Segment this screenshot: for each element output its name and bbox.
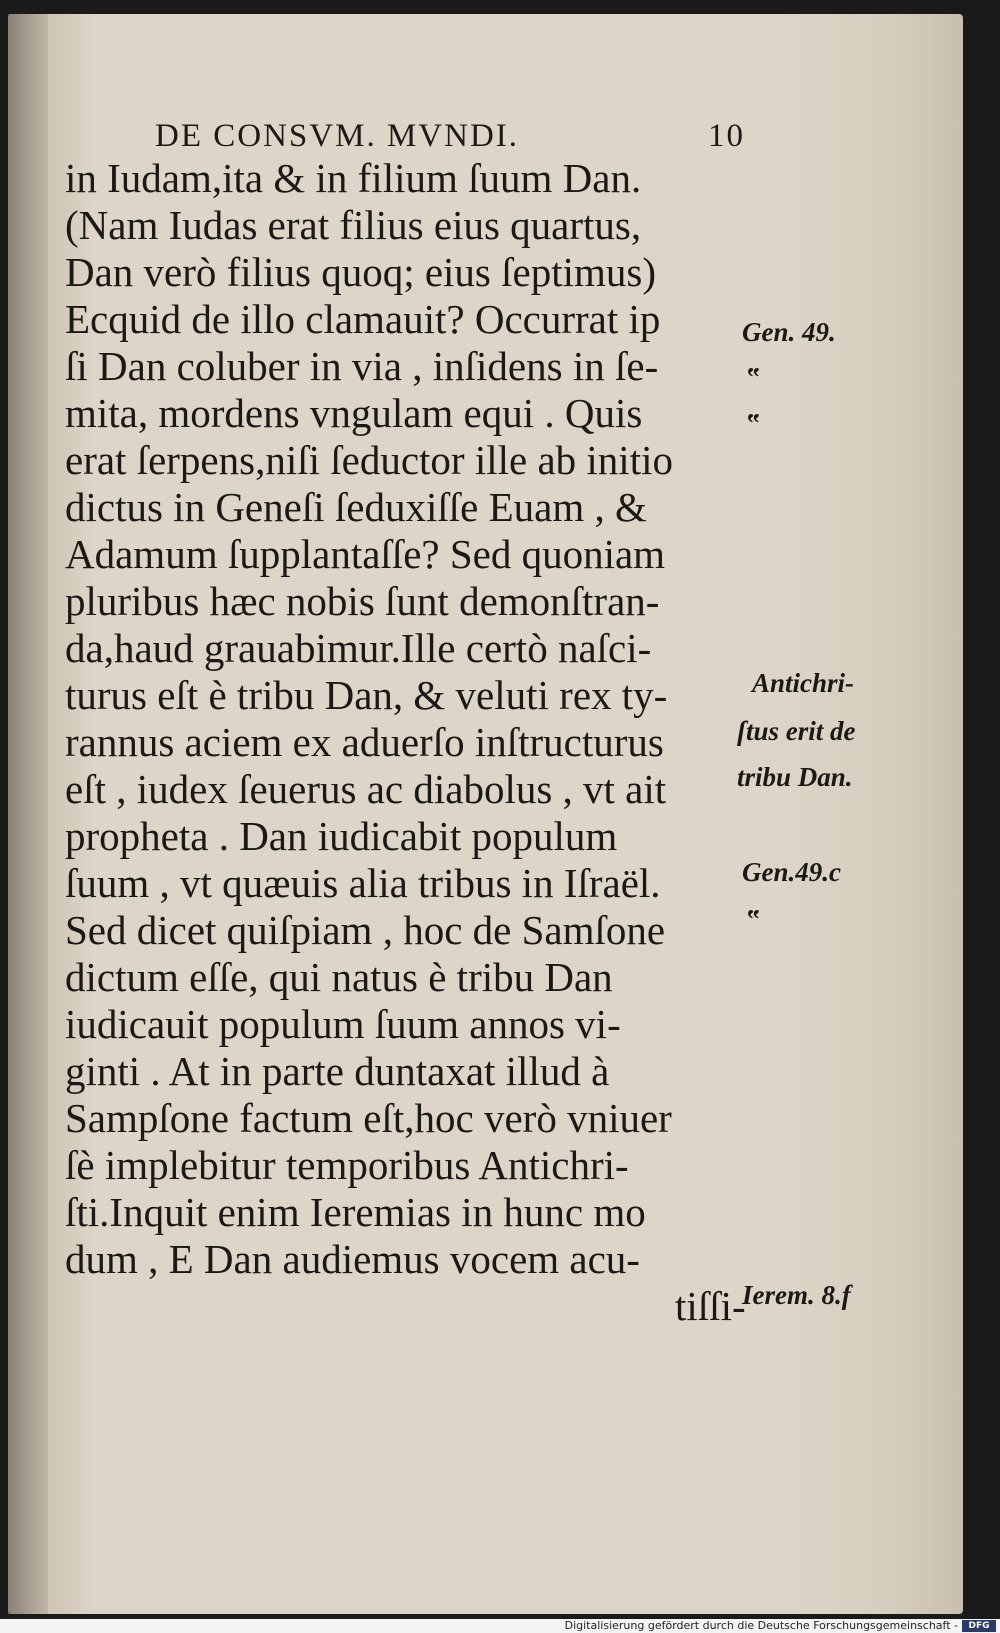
running-title: DE CONSVM. MVNDI. [155,118,520,154]
dfg-logo-icon: DFG [962,1620,996,1632]
text-line: dictus in Geneſi ſeduxiſſe Euam , & [65,484,647,530]
text-line: dum , E Dan audiemus vocem acu- [65,1236,640,1282]
margin-note-gen49c: Gen.49.c [742,857,841,887]
margin-quote-mark: ‟ [745,904,759,934]
page-header [155,118,745,158]
text-line: ginti . At in parte duntaxat illud à [65,1048,610,1094]
text-line: ſti.Inquit enim Ieremias in hunc mo [65,1189,646,1235]
text-line: ſuum , vt quæuis alia tribus in Iſraël. [65,860,661,906]
margin-note-antichristus: Antichri- [752,668,855,698]
text-line: erat ſerpens,niſi ſeductor ille ab initio [65,437,673,483]
margin-quote-mark: ‟ [745,408,759,438]
text-line: Adamum ſupplantaſſe? Sed quoniam [65,531,666,577]
text-line: dictum eſſe, qui natus è tribu Dan [65,954,613,1000]
margin-note-ierem: Ierem. 8.f [742,1280,851,1310]
text-line: (Nam Iudas erat filius eius quartus, [65,202,642,248]
text-line: turus eſt è tribu Dan, & veluti rex ty- [65,672,668,718]
text-line: propheta . Dan iudicabit populum [65,813,618,859]
margin-note-antichristus: tribu Dan. [737,762,853,792]
text-line: Ecquid de illo clamauit? Occurrat ip [65,296,661,342]
text-line: rannus aciem ex aduerſo inſtructurus [65,719,664,765]
catchword: tiſſi- [675,1283,746,1329]
text-line: ſè implebitur temporibus Antichri- [65,1142,629,1188]
text-line: iudicauit populum ſuum annos vi- [65,1001,621,1047]
text-line: Sampſone factum eſt,hoc verò vniuer [65,1095,672,1141]
text-line: eſt , iudex ſeuerus ac diabolus , vt ait [65,766,667,812]
funding-credit: Digitalisierung gefördert durch die Deutsche Forschungsgemeinschaft - [564,1619,958,1632]
text-line: Dan verò filius quoq; eius ſeptimus) [65,249,656,295]
margin-note-gen49: Gen. 49. [742,317,836,347]
text-line: Sed dicet quiſpiam , hoc de Samſone [65,907,666,953]
text-line: pluribus hæc nobis ſunt demonſtran- [65,578,660,624]
footer-bar [0,1619,1000,1633]
text-line: in Iudam,ita & in filium ſuum Dan. [65,155,642,201]
text-line: da,haud grauabimur.Ille certò naſci- [65,625,652,671]
text-line: ſi Dan coluber in via , inſidens in ſe- [65,343,659,389]
folio-number: 10 [708,118,745,154]
margin-note-antichristus: ſtus erit de [737,716,856,746]
text-line: mita, mordens vngulam equi . Quis [65,390,643,436]
margin-quote-mark: ‟ [745,362,759,392]
page-gutter [8,14,48,1614]
